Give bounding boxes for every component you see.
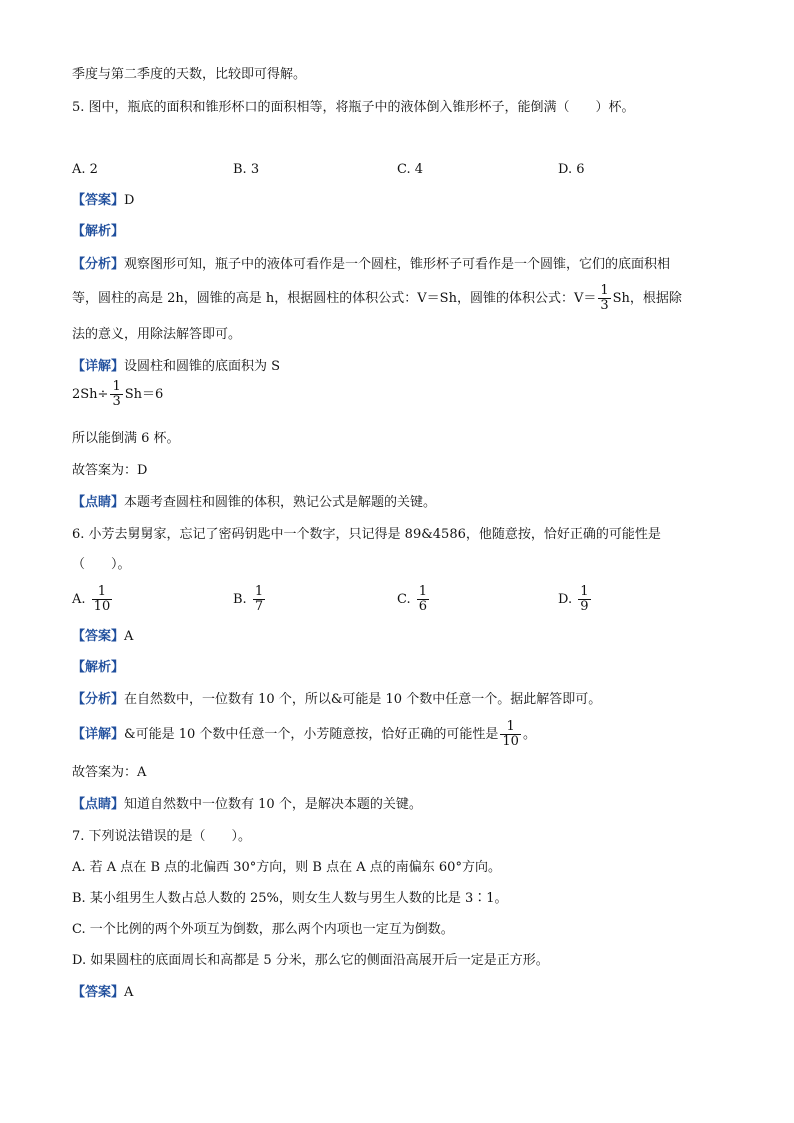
answer-tag: 【答案】: [72, 193, 125, 208]
q5-xiangjie-text: 设圆柱和圆锥的底面积为 S: [124, 359, 281, 374]
q5-xiangjie-line: [72, 358, 280, 376]
xiangjie-tag: 【详解】: [72, 727, 125, 742]
fraction-denominator: 3: [112, 394, 121, 409]
q5-option-c: C. 4: [397, 162, 424, 177]
q6-analysis-tag: [72, 659, 124, 677]
q5-final: 故答案为：D: [72, 463, 148, 478]
q6-answer-line: [72, 628, 133, 646]
fraction-denominator: 9: [580, 599, 589, 614]
q5-fenxi-text-1: 观察图形可知，瓶子中的液体可看作是一个圆柱，锥形杯子可看作是一个圆锥，它们的底面积相: [124, 257, 671, 272]
q5-dianjing-line: [72, 494, 436, 512]
fraction-denominator: 10: [502, 734, 519, 749]
q6-final: 故答案为：A: [72, 765, 147, 780]
q6-dianjing-text: 知道自然数中一位数有 10 个，是解决本题的关键。: [124, 797, 422, 812]
text-line: 季度与第二季度的天数，比较即可得解。: [72, 67, 307, 82]
fenxi-tag: 【分析】: [72, 692, 125, 707]
q6-fenxi-line: [72, 691, 601, 709]
q5-fenxi-text-2a: 等，圆柱的高是 2h，圆锥的高是 h，根据圆柱的体积公式：V＝Sh，圆锥的体积公式：V＝: [72, 291, 597, 306]
q7-option-b: B. 某小组男生人数占总人数的 25%，则女生人数与男生人数的比是 3∶1。: [72, 891, 508, 906]
analysis-tag: 【解析】: [72, 660, 125, 675]
q7-answer-line: [72, 984, 133, 1002]
analysis-tag: 【解析】: [72, 224, 125, 239]
calc-a: 2Sh÷: [72, 387, 109, 402]
q5-answer: D: [124, 193, 135, 208]
q5-answer-line: [72, 192, 134, 210]
dianjing-tag: 【点睛】: [72, 797, 125, 812]
fraction: [598, 284, 610, 313]
fraction: [578, 585, 590, 614]
xiangjie-tag: 【详解】: [72, 359, 125, 374]
question-7-stem: 7. 下列说法错误的是（ ）。: [72, 829, 252, 844]
q5-option-a: A. 2: [72, 162, 98, 177]
fraction-numerator: 1: [254, 584, 264, 599]
question-6-stem-2: （ ）。: [72, 557, 131, 572]
q6-fenxi-text: 在自然数中，一位数有 10 个，所以&可能是 10 个数中任意一个。据此解答即可。: [124, 692, 602, 707]
q5-fenxi-text-2b: Sh，根据除: [612, 291, 682, 306]
fenxi-tag: 【分析】: [72, 257, 125, 272]
question-5-stem: 5. 图中，瓶底的面积和锥形杯口的面积相等，将瓶子中的液体倒入锥形杯子，能倒满（ ）杯。: [72, 100, 635, 115]
fraction: [417, 585, 429, 614]
q5-analysis-tag: [72, 223, 124, 241]
q6-answer: A: [124, 629, 134, 644]
fraction-denominator: 6: [418, 599, 428, 614]
question-6-stem-1: 6. 小芳去舅舅家，忘记了密码钥匙中一个数字，只记得是 89&4586，他随意按，恰好正确的可能性是: [72, 527, 661, 542]
q6-option-d: [558, 583, 593, 617]
fraction-numerator: 1: [112, 379, 121, 394]
q6-xiangjie-text-a: &可能是 10 个数中任意一个，小芳随意按，恰好正确的可能性是: [124, 727, 499, 742]
q6-dianjing-line: [72, 796, 422, 814]
fraction-numerator: 1: [580, 584, 589, 599]
q6-xiangjie-text-b: 。: [522, 727, 536, 742]
q5-option-d: D. 6: [558, 162, 585, 177]
fraction-denominator: 10: [93, 599, 111, 614]
q7-option-a: A. 若 A 点在 B 点的北偏西 30°方向，则 B 点在 A 点的南偏东 60°方向。: [72, 860, 501, 875]
q5-fenxi-line-1: [72, 256, 670, 274]
option-label: C.: [397, 592, 411, 607]
answer-tag: 【答案】: [72, 629, 125, 644]
fraction-numerator: 1: [92, 585, 113, 600]
fraction: [110, 380, 122, 409]
fraction-numerator: 1: [418, 584, 428, 599]
calc-b: Sh＝6: [124, 387, 164, 402]
dianjing-tag: 【点睛】: [72, 495, 125, 510]
q7-option-d: D. 如果圆柱的底面周长和高都是 5 分米，那么它的侧面沿高展开后一定是正方形。: [72, 953, 549, 968]
fraction: [92, 585, 113, 614]
fraction: [500, 720, 521, 749]
q6-option-b: [233, 583, 267, 617]
q6-option-a: [72, 583, 114, 617]
q5-option-b: B. 3: [233, 162, 260, 177]
fraction-numerator: 1: [600, 283, 609, 298]
fraction-numerator: 1: [500, 720, 521, 735]
q5-result: 所以能倒满 6 杯。: [72, 431, 180, 446]
answer-tag: 【答案】: [72, 985, 125, 1000]
fraction-denominator: 3: [600, 298, 609, 313]
q5-dianjing-text: 本题考查圆柱和圆锥的体积，熟记公式是解题的关键。: [124, 495, 437, 510]
q7-option-c: C. 一个比例的两个外项互为倒数，那么两个内项也一定互为倒数。: [72, 922, 454, 937]
fraction: [253, 585, 265, 614]
q5-fenxi-line-3: 法的意义，用除法解答即可。: [72, 327, 242, 342]
q7-answer: A: [124, 985, 134, 1000]
option-label: D.: [558, 592, 573, 607]
q6-xiangjie-line: [72, 718, 536, 752]
q6-option-c: [397, 583, 431, 617]
q5-calculation: [72, 380, 163, 410]
option-label: B.: [233, 592, 247, 607]
option-label: A.: [72, 592, 86, 607]
q5-fenxi-line-2: [72, 284, 682, 314]
fraction-denominator: 7: [254, 599, 264, 614]
